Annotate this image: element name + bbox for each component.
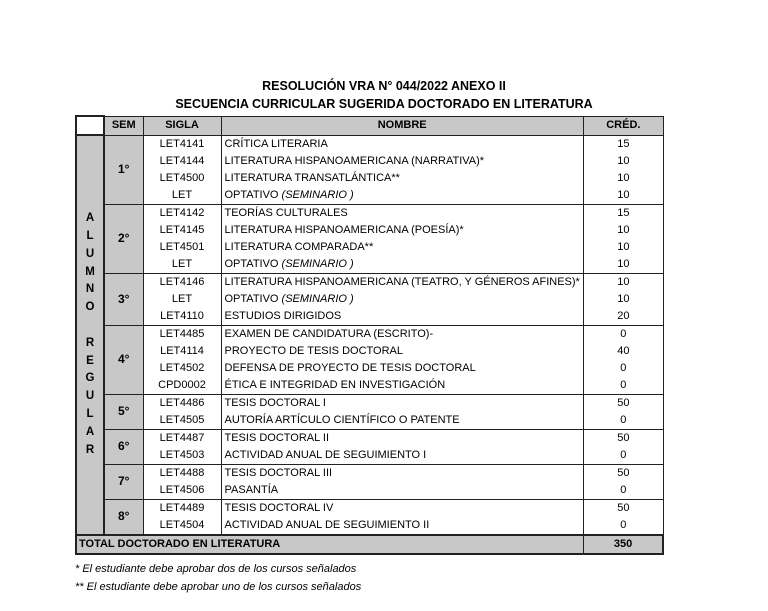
table-row: [76, 377, 663, 395]
course-name-text: ESTUDIOS DIRIGIDOS: [224, 309, 342, 322]
semester-cell: 5°: [104, 394, 143, 429]
course-name-text: LITERATURA HISPANOAMERICANA (POESÍA)*: [224, 223, 464, 236]
table-header-row: [76, 116, 663, 135]
course-code: LET: [143, 187, 221, 205]
side-label-letter: U: [85, 247, 95, 260]
side-label-letter: G: [85, 372, 95, 385]
course-name-text: OPTATIVO: [224, 257, 282, 270]
semester-cell: 2°: [104, 204, 143, 273]
course-credits: 0: [583, 360, 663, 377]
table-row: [76, 222, 663, 239]
table-row: [76, 153, 663, 170]
course-credits: 0: [583, 377, 663, 395]
course-name-detail: (SEMINARIO ): [281, 257, 354, 270]
semester-cell: 3°: [104, 273, 143, 325]
header-nombre: NOMBRE: [221, 116, 583, 135]
course-credits: 10: [583, 170, 663, 187]
course-code: LET4144: [143, 153, 221, 170]
header-cred: CRÉD.: [583, 116, 663, 135]
side-label-letter: R: [85, 336, 95, 349]
course-name: [221, 170, 583, 187]
course-name: [221, 377, 583, 395]
side-label-letter: O: [85, 301, 95, 314]
course-code: LET4110: [143, 308, 221, 326]
document-subtitle: SECUENCIA CURRICULAR SUGERIDA DOCTORADO EN LITERATURA: [175, 97, 593, 111]
course-code: LET4145: [143, 222, 221, 239]
total-label: TOTAL DOCTORADO EN LITERATURA: [76, 535, 583, 554]
header-sem: SEM: [104, 116, 143, 135]
side-label-letter: E: [86, 354, 94, 367]
table-row: [76, 135, 663, 153]
side-label-letter: M: [85, 265, 95, 278]
course-credits: 50: [583, 499, 663, 517]
course-name-text: ACTIVIDAD ANUAL DE SEGUIMIENTO I: [224, 448, 427, 461]
side-label-letter: R: [85, 443, 95, 456]
course-code: LET4142: [143, 204, 221, 222]
course-credits: 0: [583, 482, 663, 500]
course-name: [221, 187, 583, 205]
total-row: [76, 535, 663, 554]
table-row: [76, 360, 663, 377]
course-credits: 10: [583, 239, 663, 256]
course-name: [221, 135, 583, 153]
course-credits: 0: [583, 412, 663, 430]
course-name-text: ACTIVIDAD ANUAL DE SEGUIMIENTO II: [224, 518, 430, 531]
side-label-letter: [88, 317, 91, 335]
course-name: [221, 517, 583, 535]
course-name: [221, 153, 583, 170]
semester-cell: 8°: [104, 499, 143, 535]
table-row: [76, 256, 663, 274]
course-name-text: PROYECTO DE TESIS DOCTORAL: [224, 344, 403, 357]
side-label-letter: A: [85, 425, 95, 438]
course-code: LET4501: [143, 239, 221, 256]
header-blank-cell: [76, 116, 104, 135]
side-label-letter: L: [86, 229, 94, 242]
course-name-text: DEFENSA DE PROYECTO DE TESIS DOCTORAL: [224, 361, 476, 374]
course-name: [221, 343, 583, 360]
course-name-text: LITERATURA HISPANOAMERICANA (NARRATIVA)*: [224, 154, 485, 167]
table-row: [76, 412, 663, 430]
course-name-text: EXAMEN DE CANDIDATURA (ESCRITO)-: [224, 327, 434, 340]
table-row: [76, 429, 663, 447]
table-row: [76, 273, 663, 291]
course-code: LET4503: [143, 447, 221, 465]
course-name-text: AUTORÍA ARTÍCULO CIENTÍFICO O PATENTE: [224, 413, 460, 426]
table-row: [76, 291, 663, 308]
course-code: LET4141: [143, 135, 221, 153]
course-code: LET4504: [143, 517, 221, 535]
table-row: [76, 482, 663, 500]
curriculum-table: [75, 115, 664, 555]
course-code: LET4489: [143, 499, 221, 517]
footnote-single-asterisk: * El estudiante debe aprobar dos de los cursos señalados: [75, 563, 357, 575]
course-code: CPD0002: [143, 377, 221, 395]
course-credits: 10: [583, 291, 663, 308]
course-name-text: LITERATURA TRANSATLÁNTICA**: [224, 171, 400, 184]
course-code: LET4506: [143, 482, 221, 500]
semester-cell: 1°: [104, 135, 143, 204]
course-credits: 50: [583, 464, 663, 482]
header-sigla: SIGLA: [143, 116, 221, 135]
course-code: LET4486: [143, 394, 221, 412]
course-credits: 50: [583, 429, 663, 447]
course-code: LET4488: [143, 464, 221, 482]
table-row: [76, 464, 663, 482]
footnote-double-asterisk: ** El estudiante debe aprobar uno de los cursos señalados: [75, 581, 362, 593]
course-name: [221, 291, 583, 308]
alumno-regular-label: [76, 135, 104, 535]
course-name-detail: (SEMINARIO ): [281, 188, 354, 201]
table-row: [76, 308, 663, 326]
course-name: [221, 360, 583, 377]
course-name-text: TESIS DOCTORAL III: [224, 466, 333, 479]
table-row: [76, 187, 663, 205]
table-row: [76, 239, 663, 256]
course-code: LET4114: [143, 343, 221, 360]
course-name-text: OPTATIVO: [224, 188, 282, 201]
course-code: LET: [143, 256, 221, 274]
table-row: [76, 325, 663, 343]
course-name: [221, 239, 583, 256]
course-name: [221, 308, 583, 326]
table-row: [76, 170, 663, 187]
course-name: [221, 273, 583, 291]
table-row: [76, 204, 663, 222]
course-name: [221, 394, 583, 412]
course-code: LET4146: [143, 273, 221, 291]
course-name-text: OPTATIVO: [224, 292, 282, 305]
course-credits: 0: [583, 325, 663, 343]
table-row: [76, 517, 663, 535]
course-credits: 0: [583, 517, 663, 535]
course-credits: 10: [583, 222, 663, 239]
course-name-text: TESIS DOCTORAL IV: [224, 501, 334, 514]
course-name: [221, 222, 583, 239]
course-credits: 10: [583, 153, 663, 170]
course-name: [221, 412, 583, 430]
semester-cell: 7°: [104, 464, 143, 499]
course-name-text: LITERATURA COMPARADA**: [224, 240, 374, 253]
course-credits: 10: [583, 187, 663, 205]
course-name-text: CRÍTICA LITERARIA: [224, 137, 328, 150]
total-credits: 350: [583, 535, 663, 554]
side-label-letter: A: [85, 212, 95, 225]
table-row: [76, 499, 663, 517]
course-credits: 15: [583, 135, 663, 153]
course-credits: 50: [583, 394, 663, 412]
course-code: LET4502: [143, 360, 221, 377]
course-code: LET4500: [143, 170, 221, 187]
course-name-text: LITERATURA HISPANOAMERICANA (TEATRO, Y GÉNEROS AFINES)*: [224, 275, 580, 288]
document-title: RESOLUCIÓN VRA N° 044/2022 ANEXO II: [262, 79, 506, 93]
side-label-letter: U: [85, 390, 95, 403]
course-credits: 40: [583, 343, 663, 360]
course-name-detail: (SEMINARIO ): [281, 292, 354, 305]
course-name: [221, 464, 583, 482]
course-credits: 20: [583, 308, 663, 326]
semester-cell: 4°: [104, 325, 143, 394]
table-row: [76, 343, 663, 360]
course-name: [221, 325, 583, 343]
course-name-text: TESIS DOCTORAL I: [224, 396, 326, 409]
course-code: LET4505: [143, 412, 221, 430]
course-credits: 10: [583, 273, 663, 291]
table-row: [76, 394, 663, 412]
table-row: [76, 447, 663, 465]
course-code: LET4485: [143, 325, 221, 343]
course-credits: 0: [583, 447, 663, 465]
course-name: [221, 447, 583, 465]
course-name: [221, 429, 583, 447]
course-name: [221, 204, 583, 222]
course-name-text: PASANTÍA: [224, 483, 279, 496]
course-name: [221, 499, 583, 517]
course-name-text: TEORÍAS CULTURALES: [224, 206, 348, 219]
course-credits: 15: [583, 204, 663, 222]
course-name-text: ÉTICA E INTEGRIDAD EN INVESTIGACIÓN: [224, 378, 446, 391]
side-label-letter: N: [85, 283, 95, 296]
side-label-letter: L: [86, 407, 94, 420]
course-name: [221, 482, 583, 500]
course-code: LET4487: [143, 429, 221, 447]
course-credits: 10: [583, 256, 663, 274]
course-name: [221, 256, 583, 274]
semester-cell: 6°: [104, 429, 143, 464]
course-name-text: TESIS DOCTORAL II: [224, 431, 330, 444]
course-code: LET: [143, 291, 221, 308]
